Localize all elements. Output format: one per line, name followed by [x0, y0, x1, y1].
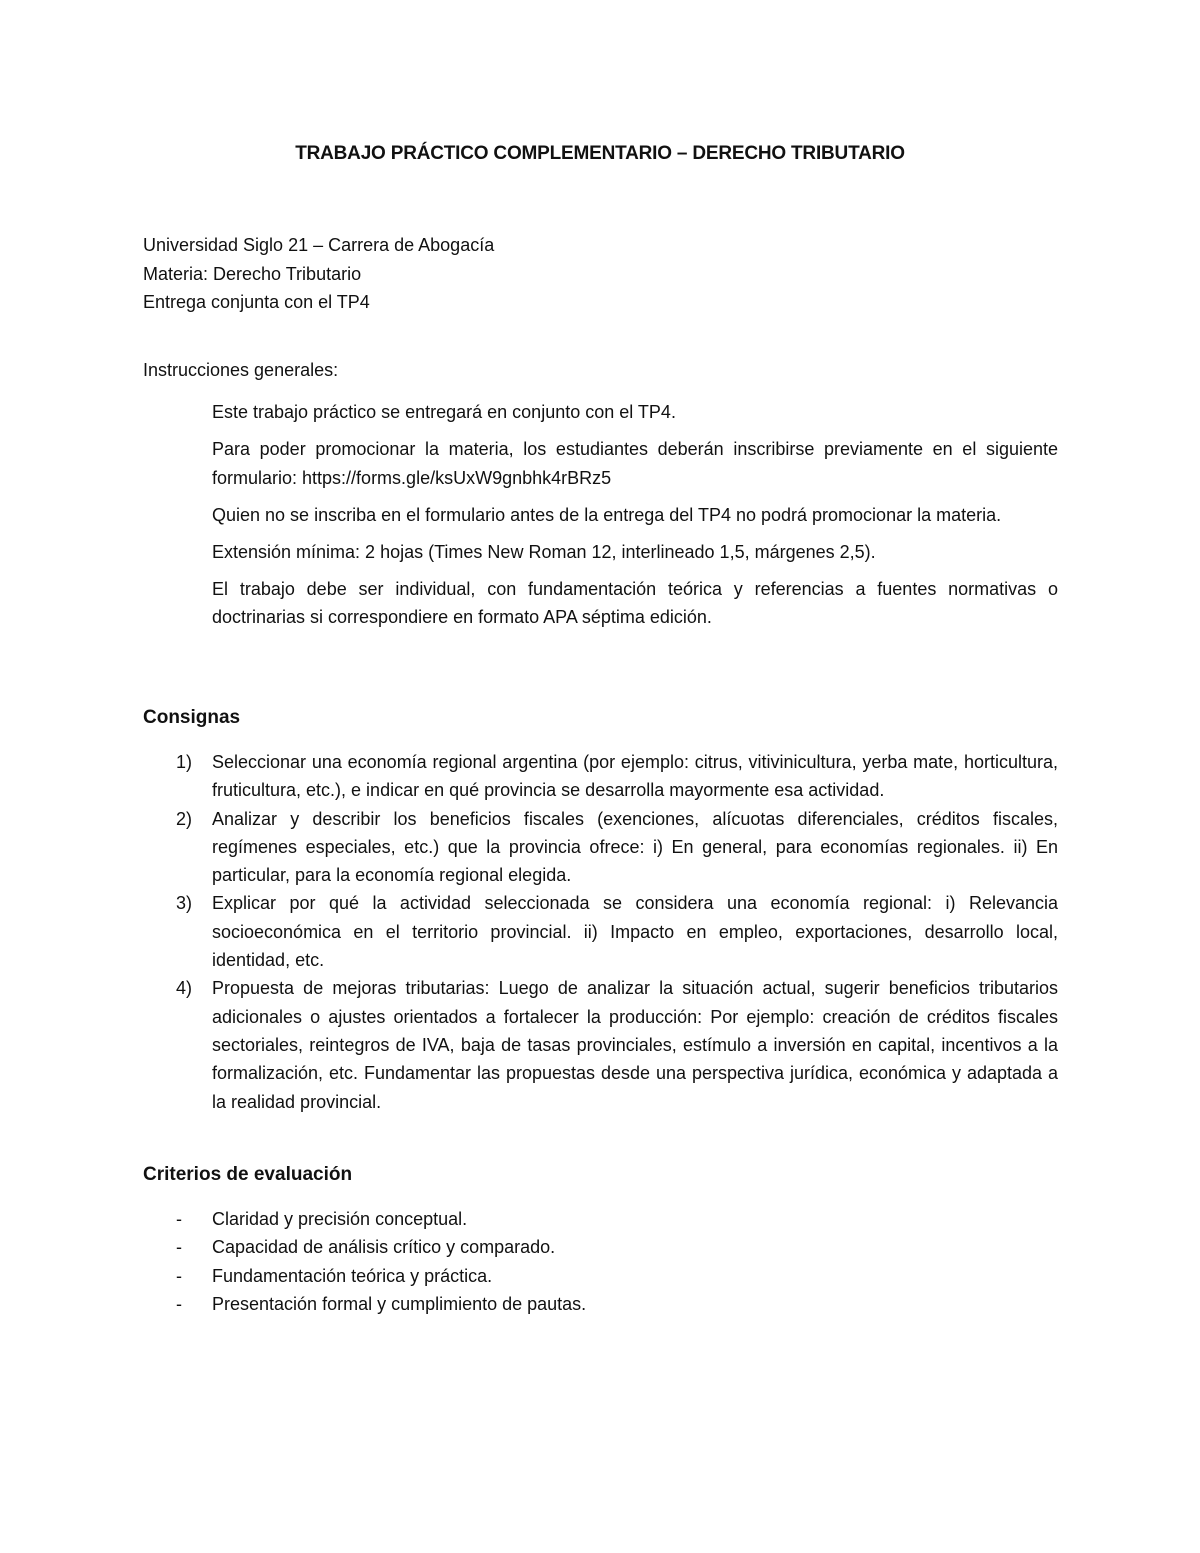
bullet-dash: - — [176, 1209, 182, 1229]
consigna-item — [143, 889, 1058, 974]
criterio-item — [143, 1262, 1058, 1290]
instruction-paragraph: El trabajo debe ser individual, con fundamentación teórica y referencias a fuentes normativas o doctrinarias si correspondiere en formato APA séptima edición. — [212, 578, 1058, 627]
instruction-paragraph: Quien no se inscriba en el formulario antes de la entrega del TP4 no podrá promocionar la materia. — [212, 504, 1002, 525]
header-subject: Materia: Derecho Tributario — [143, 263, 362, 284]
consigna-text: Seleccionar una economía regional argentina (por ejemplo: citrus, vitivinicultura, yerba mate, horticultura, fruticultura, etc.), e indicar en qué provincia se desarrolla mayormente esa actividad. — [212, 752, 1058, 801]
instruction-paragraph: Este trabajo práctico se entregará en conjunto con el TP4. — [212, 402, 676, 422]
criterios-list — [143, 1205, 1058, 1318]
criterio-item — [143, 1290, 1058, 1318]
consigna-text: Explicar por qué la actividad seleccionada se considera una economía regional: i) Relevancia socioeconómica en el territorio provincial. ii) Impacto en empleo, exportaciones, desarrollo local, identidad, etc. — [212, 893, 1058, 971]
bullet-dash: - — [176, 1237, 182, 1258]
criterio-item — [143, 1233, 1058, 1261]
document-header — [143, 231, 1058, 317]
criterio-text: Fundamentación teórica y práctica. — [212, 1265, 493, 1286]
consigna-number: 4) — [176, 978, 193, 999]
consigna-number: 1) — [176, 752, 193, 772]
criterios-heading: Criterios de evaluación — [143, 1164, 353, 1185]
consignas-list — [143, 748, 1058, 1116]
consignas-heading: Consignas — [143, 707, 241, 728]
consigna-item — [143, 748, 1058, 805]
instruction-paragraph: Extensión mínima: 2 hojas (Times New Roman 12, interlineado 1,5, márgenes 2,5). — [212, 541, 876, 562]
instructions-heading: Instrucciones generales: — [143, 360, 339, 380]
criterio-text: Presentación formal y cumplimiento de pautas. — [212, 1293, 587, 1314]
consigna-item — [143, 974, 1058, 1115]
criterio-text: Capacidad de análisis crítico y comparado. — [212, 1237, 556, 1258]
consigna-number: 2) — [176, 808, 193, 829]
criterio-item — [143, 1205, 1058, 1233]
header-delivery: Entrega conjunta con el TP4 — [143, 292, 370, 312]
consigna-text: Propuesta de mejoras tributarias: Luego de analizar la situación actual, sugerir beneficios tributarios adicionales o ajustes orientados a fortalecer la producción: Por ejemplo: creación de créditos fiscales sectoriales, reintegros de IVA, baja de tasas provinciales, estímulo a inversión en capital, incentivos a la formalización, etc. Fundamentar las propuestas desde una perspectiva jurídica, económica y adaptada a la realidad provincial. — [212, 978, 1058, 1112]
consigna-number: 3) — [176, 893, 193, 914]
criterio-text: Claridad y precisión conceptual. — [212, 1209, 468, 1229]
consigna-text: Analizar y describir los beneficios fiscales (exenciones, alícuotas diferenciales, créditos fiscales, regímenes especiales, etc.) que la provincia ofrece: i) En general, para economías regionales. ii) En particular, para la economía regional elegida. — [212, 808, 1058, 886]
document-title: TRABAJO PRÁCTICO COMPLEMENTARIO – DERECHO TRIBUTARIO — [295, 143, 905, 164]
consigna-item — [143, 805, 1058, 890]
instructions-block — [212, 398, 1058, 640]
instruction-paragraph: Para poder promocionar la materia, los estudiantes deberán inscribirse previamente en el siguiente formulario: https://forms.gle/ksUxW9gnbhk4rBRz5 — [212, 439, 1058, 488]
bullet-dash: - — [176, 1293, 182, 1314]
bullet-dash: - — [176, 1265, 182, 1286]
header-university: Universidad Siglo 21 – Carrera de Abogacía — [143, 235, 495, 255]
